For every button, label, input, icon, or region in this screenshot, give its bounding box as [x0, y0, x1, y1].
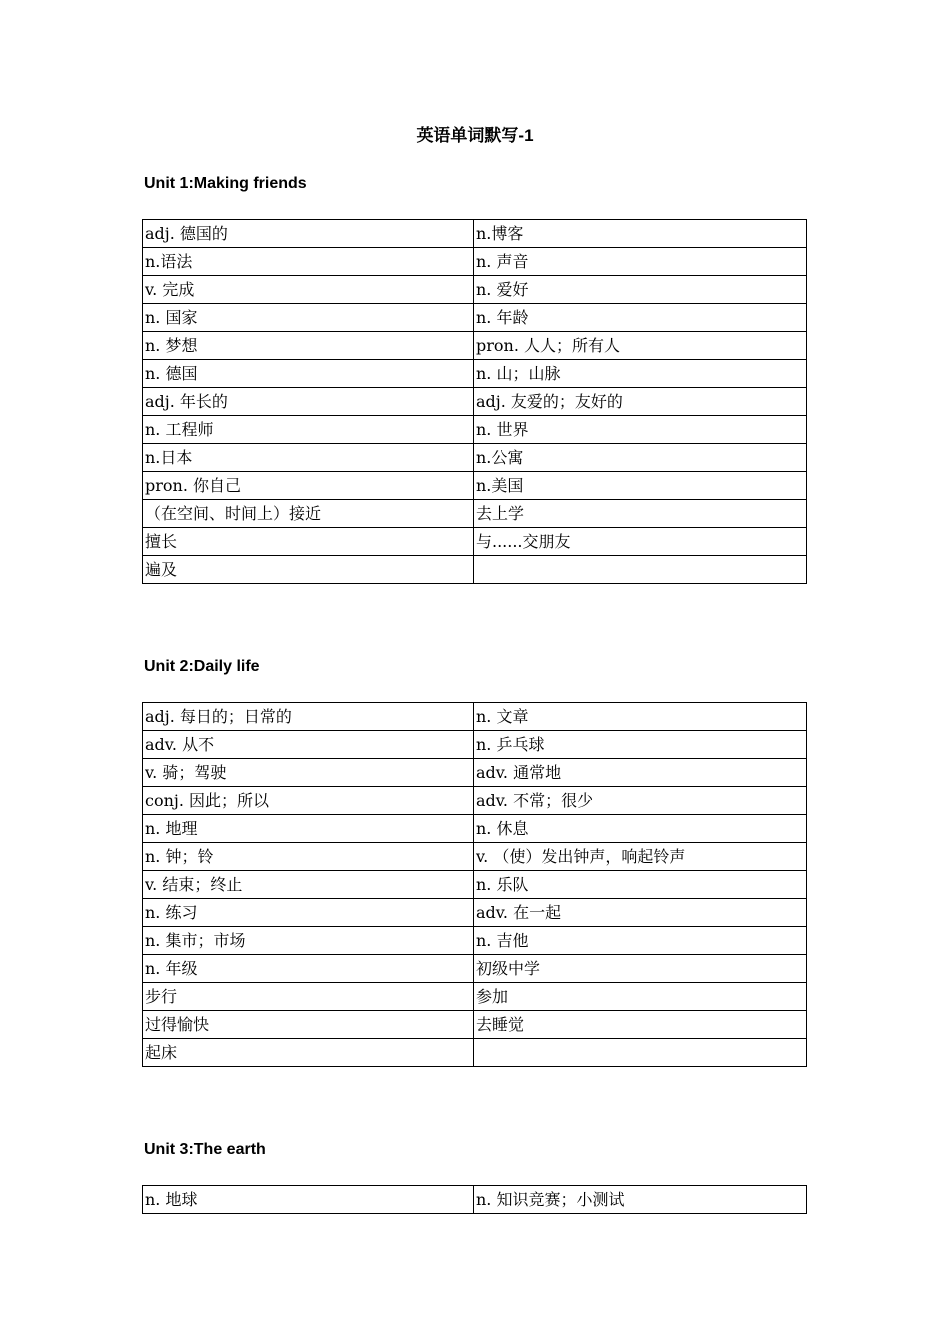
- vocab-cell-right: n.博客: [474, 220, 807, 248]
- vocab-cell-left: pron. 你自己: [143, 472, 474, 500]
- vocab-cell-left: 遍及: [143, 556, 474, 584]
- vocab-cell-right: 与......交朋友: [474, 528, 807, 556]
- table-row: [143, 787, 807, 815]
- vocab-cell-left: n. 练习: [143, 899, 474, 927]
- page-title: 英语单词默写-1: [416, 126, 534, 145]
- table-row: [143, 703, 807, 731]
- table-row: [143, 871, 807, 899]
- vocab-cell-right: 去睡觉: [474, 1011, 807, 1039]
- table-row: [143, 500, 807, 528]
- vocab-cell-left: 擅长: [143, 528, 474, 556]
- vocab-cell-left: n. 钟；铃: [143, 843, 474, 871]
- vocab-cell-left: （在空间、时间上）接近: [143, 500, 474, 528]
- vocab-table: [142, 219, 807, 584]
- table-row: [143, 556, 807, 584]
- vocab-cell-right: n.公寓: [474, 444, 807, 472]
- vocab-cell-left: n. 工程师: [143, 416, 474, 444]
- table-row: [143, 899, 807, 927]
- vocab-cell-left: v. 骑；驾驶: [143, 759, 474, 787]
- table-row: [143, 416, 807, 444]
- vocab-cell-left: 步行: [143, 983, 474, 1011]
- vocab-cell-right: n. 声音: [474, 248, 807, 276]
- vocab-cell-left: conj. 因此；所以: [143, 787, 474, 815]
- vocab-cell-right: n. 乐队: [474, 871, 807, 899]
- vocab-cell-left: adj. 每日的；日常的: [143, 703, 474, 731]
- vocab-cell-left: n. 国家: [143, 304, 474, 332]
- table-row: [143, 332, 807, 360]
- vocab-cell-right: pron. 人人；所有人: [474, 332, 807, 360]
- vocab-cell-left: n. 集市；市场: [143, 927, 474, 955]
- table-row: [143, 815, 807, 843]
- vocab-cell-right: n. 世界: [474, 416, 807, 444]
- vocab-cell-left: n. 年级: [143, 955, 474, 983]
- vocab-cell-right: 去上学: [474, 500, 807, 528]
- table-row: [143, 220, 807, 248]
- table-row: [143, 472, 807, 500]
- vocab-cell-right: 参加: [474, 983, 807, 1011]
- table-row: [143, 843, 807, 871]
- table-row: [143, 1011, 807, 1039]
- vocab-table: [142, 1185, 807, 1214]
- vocab-cell-left: n. 德国: [143, 360, 474, 388]
- vocab-cell-right: n. 年龄: [474, 304, 807, 332]
- vocab-cell-right: adv. 在一起: [474, 899, 807, 927]
- vocab-cell-right: 初级中学: [474, 955, 807, 983]
- vocab-cell-left: n.日本: [143, 444, 474, 472]
- vocab-cell-left: adj. 年长的: [143, 388, 474, 416]
- unit-heading: Unit 1:Making friends: [144, 175, 307, 192]
- vocab-cell-right: [474, 556, 807, 584]
- table-row: [143, 731, 807, 759]
- vocab-cell-left: v. 结束；终止: [143, 871, 474, 899]
- vocab-cell-left: 起床: [143, 1039, 474, 1067]
- vocab-cell-right: adj. 友爱的；友好的: [474, 388, 807, 416]
- vocab-cell-left: n. 地球: [143, 1186, 474, 1214]
- vocab-cell-right: v. （使）发出钟声，响起铃声: [474, 843, 807, 871]
- table-row: [143, 955, 807, 983]
- table-row: [143, 444, 807, 472]
- vocab-cell-right: [474, 1039, 807, 1067]
- table-row: [143, 983, 807, 1011]
- vocab-cell-right: n.美国: [474, 472, 807, 500]
- vocab-cell-right: n. 知识竞赛；小测试: [474, 1186, 807, 1214]
- vocab-cell-left: n.语法: [143, 248, 474, 276]
- table-row: [143, 304, 807, 332]
- vocab-cell-right: n. 山；山脉: [474, 360, 807, 388]
- vocab-cell-left: adj. 德国的: [143, 220, 474, 248]
- vocab-cell-left: n. 地理: [143, 815, 474, 843]
- table-row: [143, 388, 807, 416]
- table-row: [143, 528, 807, 556]
- table-row: [143, 927, 807, 955]
- unit-heading: Unit 3:The earth: [144, 1141, 266, 1158]
- table-row: [143, 276, 807, 304]
- unit-heading: Unit 2:Daily life: [144, 658, 260, 675]
- vocab-cell-right: n. 休息: [474, 815, 807, 843]
- vocab-cell-right: adv. 通常地: [474, 759, 807, 787]
- vocab-cell-left: n. 梦想: [143, 332, 474, 360]
- table-row: [143, 759, 807, 787]
- vocab-cell-right: n. 文章: [474, 703, 807, 731]
- vocab-cell-left: 过得愉快: [143, 1011, 474, 1039]
- vocab-table: [142, 702, 807, 1067]
- vocab-cell-right: adv. 不常；很少: [474, 787, 807, 815]
- table-row: [143, 1186, 807, 1214]
- vocab-cell-right: n. 乒乓球: [474, 731, 807, 759]
- vocab-cell-left: v. 完成: [143, 276, 474, 304]
- table-row: [143, 360, 807, 388]
- vocab-cell-right: n. 爱好: [474, 276, 807, 304]
- vocab-cell-left: adv. 从不: [143, 731, 474, 759]
- table-row: [143, 248, 807, 276]
- table-row: [143, 1039, 807, 1067]
- vocab-cell-right: n. 吉他: [474, 927, 807, 955]
